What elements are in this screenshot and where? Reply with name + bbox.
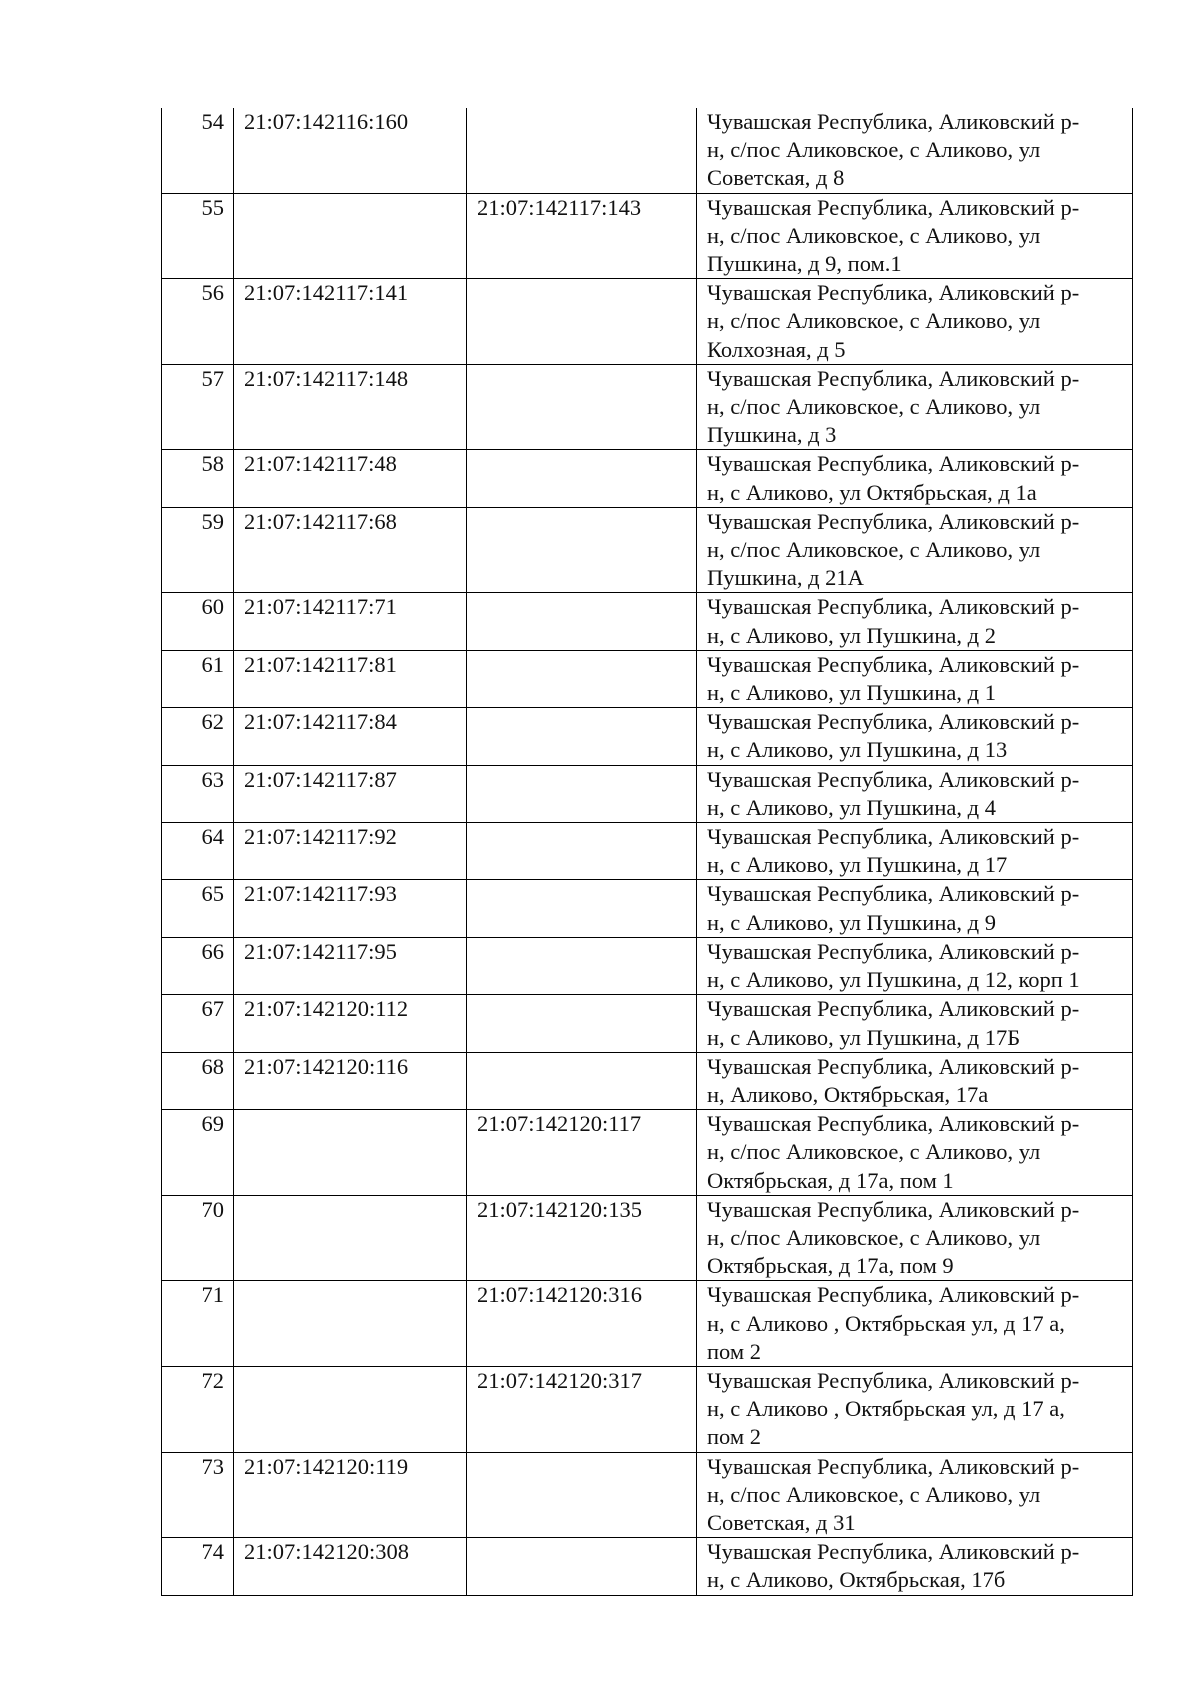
cadastral-premises: [467, 765, 697, 822]
row-number: 61: [162, 650, 234, 707]
address: Чувашская Республика, Аликовский р- н, с Аликово, ул Пушкина, д 9: [697, 880, 1133, 937]
cadastral-land: 21:07:142117:92: [234, 823, 467, 880]
cadastral-land: 21:07:142120:119: [234, 1452, 467, 1538]
row-number: 69: [162, 1110, 234, 1196]
cadastral-premises: [467, 108, 697, 193]
cadastral-land: 21:07:142120:112: [234, 995, 467, 1052]
table-row: [162, 1052, 1133, 1109]
address: Чувашская Республика, Аликовский р- н, Аликово, Октябрьская, 17а: [697, 1052, 1133, 1109]
row-number: 66: [162, 937, 234, 994]
address: Чувашская Республика, Аликовский р- н, с Аликово, ул Пушкина, д 17: [697, 823, 1133, 880]
table-row: [162, 1366, 1133, 1452]
row-number: 63: [162, 765, 234, 822]
address: Чувашская Республика, Аликовский р- н, с Аликово , Октябрьская ул, д 17 а, пом 2: [697, 1281, 1133, 1367]
cadastral-land: [234, 1281, 467, 1367]
cadastral-premises: [467, 880, 697, 937]
cadastral-premises: [467, 1538, 697, 1595]
cadastral-premises: [467, 937, 697, 994]
table-row: [162, 593, 1133, 650]
table-row: [162, 1110, 1133, 1196]
address: Чувашская Республика, Аликовский р- н, с Аликово, ул Пушкина, д 2: [697, 593, 1133, 650]
address: Чувашская Республика, Аликовский р- н, с Аликово, Октябрьская, 17б: [697, 1538, 1133, 1595]
cadastral-land: 21:07:142117:148: [234, 364, 467, 450]
row-number: 59: [162, 507, 234, 593]
table-row: [162, 880, 1133, 937]
address: Чувашская Республика, Аликовский р- н, с/пос Аликовское, с Аликово, ул Пушкина, д 21А: [697, 507, 1133, 593]
address: Чувашская Республика, Аликовский р- н, с/пос Аликовское, с Аликово, ул Пушкина, д 9, пом.1: [697, 193, 1133, 279]
row-number: 56: [162, 279, 234, 365]
table-row: [162, 708, 1133, 765]
table-row: [162, 364, 1133, 450]
document-page: [161, 108, 1132, 1596]
cadastral-land: 21:07:142117:81: [234, 650, 467, 707]
address: Чувашская Республика, Аликовский р- н, с/пос Аликовское, с Аликово, ул Октябрьская, д 17а, пом 1: [697, 1110, 1133, 1196]
address: Чувашская Республика, Аликовский р- н, с/пос Аликовское, с Аликово, ул Советская, д 31: [697, 1452, 1133, 1538]
address: Чувашская Республика, Аликовский р- н, с/пос Аликовское, с Аликово, ул Советская, д 8: [697, 108, 1133, 193]
cadastral-land: [234, 193, 467, 279]
cadastral-land: 21:07:142117:93: [234, 880, 467, 937]
cadastral-premises: [467, 823, 697, 880]
table-row: [162, 108, 1133, 193]
row-number: 73: [162, 1452, 234, 1538]
address: Чувашская Республика, Аликовский р- н, с Аликово, ул Октябрьская, д 1а: [697, 450, 1133, 507]
table-row: [162, 650, 1133, 707]
table-row: [162, 193, 1133, 279]
row-number: 68: [162, 1052, 234, 1109]
cadastral-premises: 21:07:142117:143: [467, 193, 697, 279]
address: Чувашская Республика, Аликовский р- н, с Аликово, ул Пушкина, д 13: [697, 708, 1133, 765]
address: Чувашская Республика, Аликовский р- н, с Аликово, ул Пушкина, д 12, корп 1: [697, 937, 1133, 994]
table-row: [162, 937, 1133, 994]
property-table: [161, 108, 1133, 1596]
table-row: [162, 1281, 1133, 1367]
cadastral-premises: [467, 1052, 697, 1109]
row-number: 58: [162, 450, 234, 507]
row-number: 55: [162, 193, 234, 279]
address: Чувашская Республика, Аликовский р- н, с Аликово, ул Пушкина, д 1: [697, 650, 1133, 707]
cadastral-land: 21:07:142116:160: [234, 108, 467, 193]
cadastral-land: 21:07:142117:95: [234, 937, 467, 994]
row-number: 62: [162, 708, 234, 765]
cadastral-premises: [467, 650, 697, 707]
row-number: 54: [162, 108, 234, 193]
table-row: [162, 765, 1133, 822]
row-number: 65: [162, 880, 234, 937]
row-number: 64: [162, 823, 234, 880]
row-number: 71: [162, 1281, 234, 1367]
table-row: [162, 995, 1133, 1052]
cadastral-land: [234, 1110, 467, 1196]
cadastral-premises: [467, 995, 697, 1052]
cadastral-land: 21:07:142117:87: [234, 765, 467, 822]
cadastral-premises: [467, 593, 697, 650]
cadastral-premises: [467, 279, 697, 365]
cadastral-land: 21:07:142120:308: [234, 1538, 467, 1595]
cadastral-land: 21:07:142117:71: [234, 593, 467, 650]
cadastral-land: 21:07:142117:68: [234, 507, 467, 593]
row-number: 70: [162, 1195, 234, 1281]
address: Чувашская Республика, Аликовский р- н, с/пос Аликовское, с Аликово, ул Октябрьская, д 17а, пом 9: [697, 1195, 1133, 1281]
cadastral-premises: 21:07:142120:117: [467, 1110, 697, 1196]
cadastral-land: 21:07:142117:141: [234, 279, 467, 365]
cadastral-premises: [467, 450, 697, 507]
cadastral-premises: [467, 364, 697, 450]
cadastral-land: 21:07:142117:84: [234, 708, 467, 765]
address: Чувашская Республика, Аликовский р- н, с Аликово, ул Пушкина, д 17Б: [697, 995, 1133, 1052]
row-number: 72: [162, 1366, 234, 1452]
address: Чувашская Республика, Аликовский р- н, с Аликово , Октябрьская ул, д 17 а, пом 2: [697, 1366, 1133, 1452]
cadastral-land: 21:07:142117:48: [234, 450, 467, 507]
address: Чувашская Республика, Аликовский р- н, с/пос Аликовское, с Аликово, ул Пушкина, д 3: [697, 364, 1133, 450]
address: Чувашская Республика, Аликовский р- н, с Аликово, ул Пушкина, д 4: [697, 765, 1133, 822]
cadastral-land: 21:07:142120:116: [234, 1052, 467, 1109]
cadastral-land: [234, 1195, 467, 1281]
address: Чувашская Республика, Аликовский р- н, с/пос Аликовское, с Аликово, ул Колхозная, д 5: [697, 279, 1133, 365]
cadastral-premises: 21:07:142120:135: [467, 1195, 697, 1281]
table-row: [162, 1452, 1133, 1538]
cadastral-premises: [467, 507, 697, 593]
cadastral-premises: [467, 1452, 697, 1538]
table-row: [162, 507, 1133, 593]
table-body: [162, 108, 1133, 1595]
table-row: [162, 1195, 1133, 1281]
table-row: [162, 279, 1133, 365]
cadastral-premises: 21:07:142120:317: [467, 1366, 697, 1452]
cadastral-land: [234, 1366, 467, 1452]
cadastral-premises: 21:07:142120:316: [467, 1281, 697, 1367]
cadastral-premises: [467, 708, 697, 765]
row-number: 57: [162, 364, 234, 450]
row-number: 67: [162, 995, 234, 1052]
table-row: [162, 823, 1133, 880]
table-row: [162, 450, 1133, 507]
row-number: 74: [162, 1538, 234, 1595]
table-row: [162, 1538, 1133, 1595]
row-number: 60: [162, 593, 234, 650]
